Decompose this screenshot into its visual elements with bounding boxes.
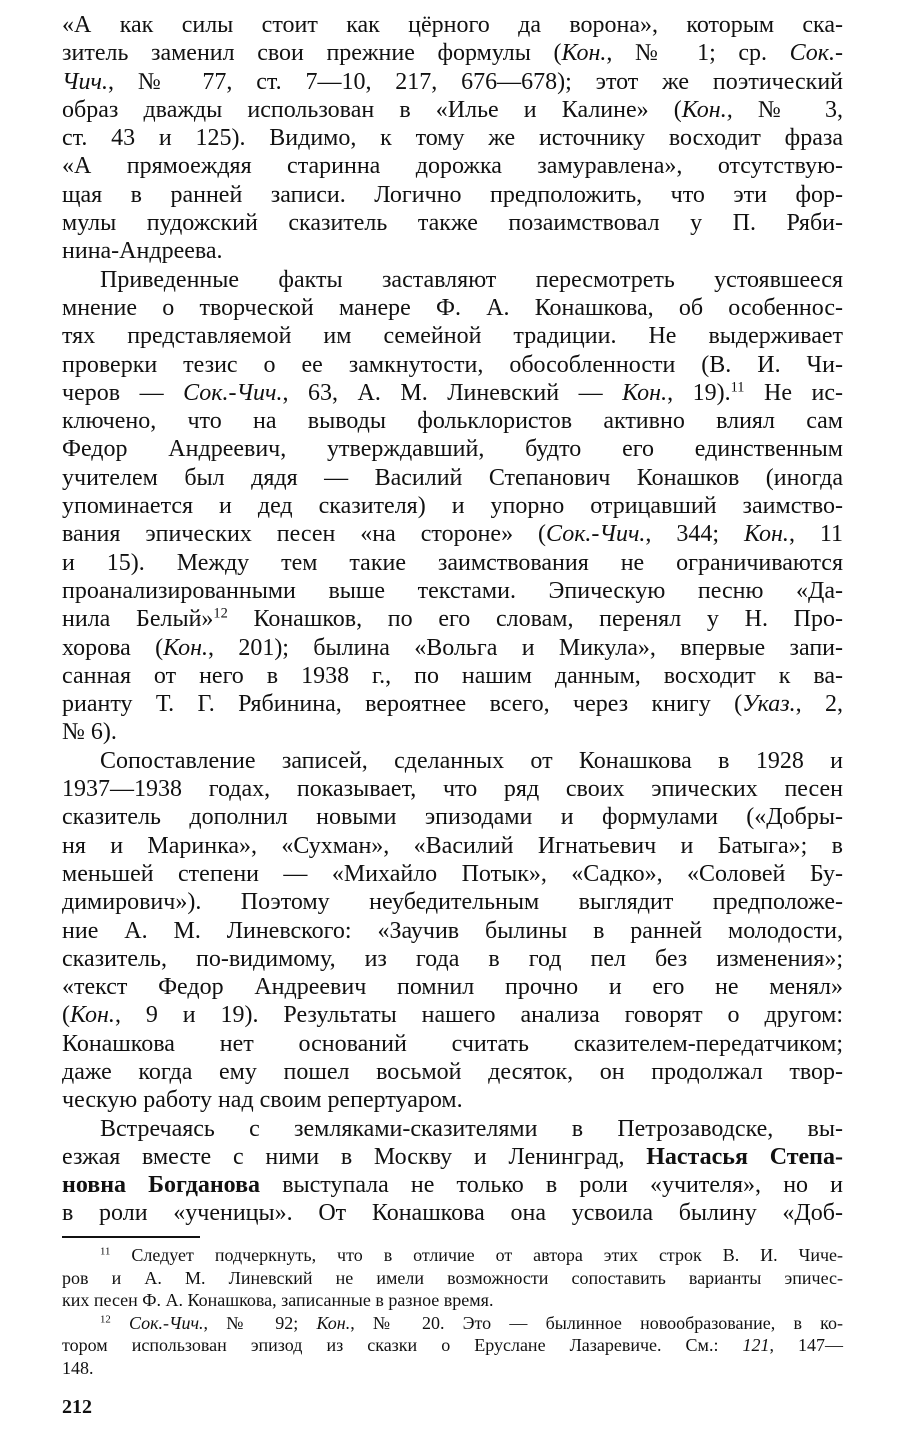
text-run: Федор Андреевич, утверждавший, будто его единственным [62,436,843,463]
text-run: ческую работу над своим репертуаром. [62,1087,463,1114]
text-run: , 201); былина «Вольга и Микула», впервые запи- [208,634,843,661]
text-line [62,209,843,237]
italic-reference: Сок.-Чич. [183,379,283,406]
text-run: «А прямоеждяя старинна дорожка замуравлена», отсутствую- [62,153,843,180]
text-line [62,11,843,39]
footnote [62,1312,843,1380]
text-run: упоминается и дед сказителя) и упорно отрицавший заимство- [62,493,843,520]
italic-reference: Кон., [681,96,733,123]
text-run: , 19). [667,379,731,406]
italic-reference: Кон. [316,1312,351,1333]
text-run: езжая вместе с ними в Москву и Ленинград, [62,1143,647,1170]
italic-reference: Сок.-Чич. [546,521,646,548]
text-line [62,690,843,718]
text-line [62,152,843,180]
text-run: Следует подчеркнуть, что в отличие от автора этих строк В. И. Чиче- [110,1245,843,1265]
text-run: ст. 43 и 125). Видимо, к тому же источнику восходит фраза [62,125,843,152]
text-run: и 15). Между тем такие заимствования не ограничиваются [62,549,843,576]
text-line [62,237,843,265]
italic-reference: Сок.-Чич. [129,1312,204,1333]
text-line [62,435,843,463]
text-run: в роли «ученицы». От Конашкова она усвоила былину «Доб- [62,1200,843,1227]
text-run: ( [62,1002,70,1029]
footnote-marker: 11 [730,379,745,396]
text-line [62,266,843,294]
text-run: ких песен Ф. А. Конашкова, записанные в разное время. [62,1290,494,1311]
text-line [62,181,843,209]
text-line [62,379,843,407]
text-run: тором использован эпизод из сказки о Еруслане Лазаревиче. См.: [62,1335,743,1356]
text-line [62,888,843,916]
italic-reference: Сок.- [789,40,843,67]
text-line [62,1334,843,1357]
text-line [62,1001,843,1029]
text-line [62,407,843,435]
text-run: щая в ранней записи. Логично предположить, что эти фор- [62,181,843,208]
text-line [62,96,843,124]
text-run: № 3, [732,96,843,123]
text-run: проверки тезис о ее замкнутости, обособленности (В. И. Чи- [62,351,843,378]
text-run: образ дважды использован в «Илье и Калине» ( [62,96,682,123]
text-line [62,605,843,633]
text-line [62,973,843,1001]
text-line [62,1058,843,1086]
text-run: Приведенные факты заставляют пересмотреть устоявшееся [100,266,843,293]
text-line [62,1086,843,1114]
italic-reference: Кон. [70,1002,115,1029]
text-line [62,1267,843,1290]
text-run: , 11 [788,521,844,548]
text-run: 1937—1938 годах, показывает, что ряд своих эпических песен [62,776,843,803]
footnote [62,1244,843,1312]
italic-reference: Кон. [622,379,668,406]
text-line [62,860,843,888]
text-run [111,1313,129,1333]
italic-reference: Кон. [561,40,607,67]
text-line [62,351,843,379]
text-run: сказитель, по-видимому, из года в год пел без изменения»; [62,945,843,972]
italic-reference: Кон. [163,634,208,661]
text-run: нила Белый» [62,606,214,633]
text-run: , 147— [769,1335,844,1356]
footnotes [62,1244,843,1380]
text-run: , 2, [795,691,843,718]
text-run: рианту Т. Г. Рябинина, вероятнее всего, через книгу ( [62,691,743,718]
text-line [62,747,843,775]
text-line [62,917,843,945]
text-line [62,1199,843,1227]
text-run: «текст Федор Андреевич помнил прочно и его не менял» [62,974,843,1001]
text-line [62,39,843,67]
text-line [62,1030,843,1058]
text-line [62,577,843,605]
text-line [62,1171,843,1199]
footnote-marker: 11 [100,1245,111,1258]
text-line [62,68,843,96]
text-line [62,520,843,548]
text-line [62,1312,843,1335]
text-run: сказитель дополнил новыми эпизодами и формулами («Добры- [62,804,843,831]
text-run: , № 77, ст. 7—10, 217, 676—678); этот же поэтический [107,68,843,95]
text-line [62,775,843,803]
text-run: вания эпических песен «на стороне» ( [62,521,547,548]
text-run: , № 1; ср. [606,40,790,67]
text-line [62,294,843,322]
text-run: 148. [62,1357,94,1378]
text-run: , № 20. Это — былинное новообразование, в ко- [350,1312,843,1333]
text-run: , № 92; [203,1312,317,1333]
footnote-divider [62,1236,200,1238]
bold-name: Настасья Степа- [646,1143,843,1170]
text-run: Сопоставление записей, сделанных от Конашкова в 1928 и [100,747,843,774]
italic-reference: 121 [742,1335,770,1356]
text-line [62,1289,843,1312]
paragraph [62,11,843,266]
text-line [62,945,843,973]
text-run: димирович»). Поэтому неубедительным выглядит предположе- [62,889,843,916]
footnote-marker: 12 [100,1313,111,1326]
text-run: хорова ( [62,634,164,661]
text-run: ключено, что на выводы фольклористов активно влиял сам [62,408,843,435]
text-line [62,832,843,860]
text-run: черов — [62,379,184,406]
text-line [62,634,843,662]
bold-name: новна Богданова [62,1172,261,1199]
body-text [62,11,843,1228]
text-run: учителем был дядя — Василий Степанович Конашков (иногда [62,464,843,491]
text-line [62,1143,843,1171]
italic-reference: Чич. [62,68,108,95]
text-line [62,549,843,577]
italic-reference: Указ. [742,691,796,718]
text-run: выступала не только в роли «учителя», но и [260,1172,844,1199]
paragraph [62,1115,843,1228]
text-run: , 9 и 19). Результаты нашего анализа говорят о другом: [114,1002,843,1029]
text-run: тях представляемой им семейной традиции. Не выдерживает [62,323,843,350]
text-run: , 344; [645,521,744,548]
text-line [62,662,843,690]
text-run: мнение о творческой манере Ф. А. Конашкова, об особеннос- [62,294,843,321]
text-line [62,803,843,831]
italic-reference: Кон. [744,521,789,548]
text-run: Конашкова нет оснований считать сказителем-передатчиком; [62,1030,843,1057]
text-line [62,718,843,746]
text-line [62,492,843,520]
text-run: проанализированными выше текстами. Эпическую песню «Да- [62,577,843,604]
text-run: нина-Андреева. [62,238,223,265]
text-run: , 63, А. М. Линевский — [282,379,623,406]
text-run: даже когда ему пошел восьмой десяток, он продолжал твор- [62,1058,843,1085]
text-run: Конашков, по его словам, перенял у Н. Про- [227,606,844,633]
text-run: ров и А. М. Линевский не имели возможности сопоставить варианты эпичес- [62,1267,843,1288]
text-line [62,1115,843,1143]
text-run: ние А. М. Линевского: «Заучив былины в ранней молодости, [62,917,843,944]
paragraph [62,266,843,747]
text-run: «А как силы стоит как цёрного да ворона», которым ска- [62,12,843,38]
text-line [62,464,843,492]
text-run: мулы пудожский сказитель также позаимствовал у П. Ряби- [62,210,843,237]
text-run: меньшей степени — «Михайло Потык», «Садко», «Соловей Бу- [62,860,843,887]
text-run: санная от него в 1938 г., по нашим данным, восходит к ва- [62,662,843,689]
text-run: № 6). [62,719,117,746]
text-run: ня и Маринка», «Сухман», «Василий Игнатьевич и Батыга»; в [62,832,843,859]
footnote-marker: 12 [213,605,228,622]
text-line [62,1357,843,1380]
text-line [62,1244,843,1267]
text-line [62,124,843,152]
text-run: Встречаясь с земляками-сказителями в Петрозаводске, вы- [100,1115,843,1142]
text-run: Не ис- [744,379,843,406]
page-number: 212 [62,1396,92,1418]
text-run: зитель заменил свои прежние формулы ( [62,40,562,67]
paragraph [62,747,843,1115]
text-line [62,322,843,350]
